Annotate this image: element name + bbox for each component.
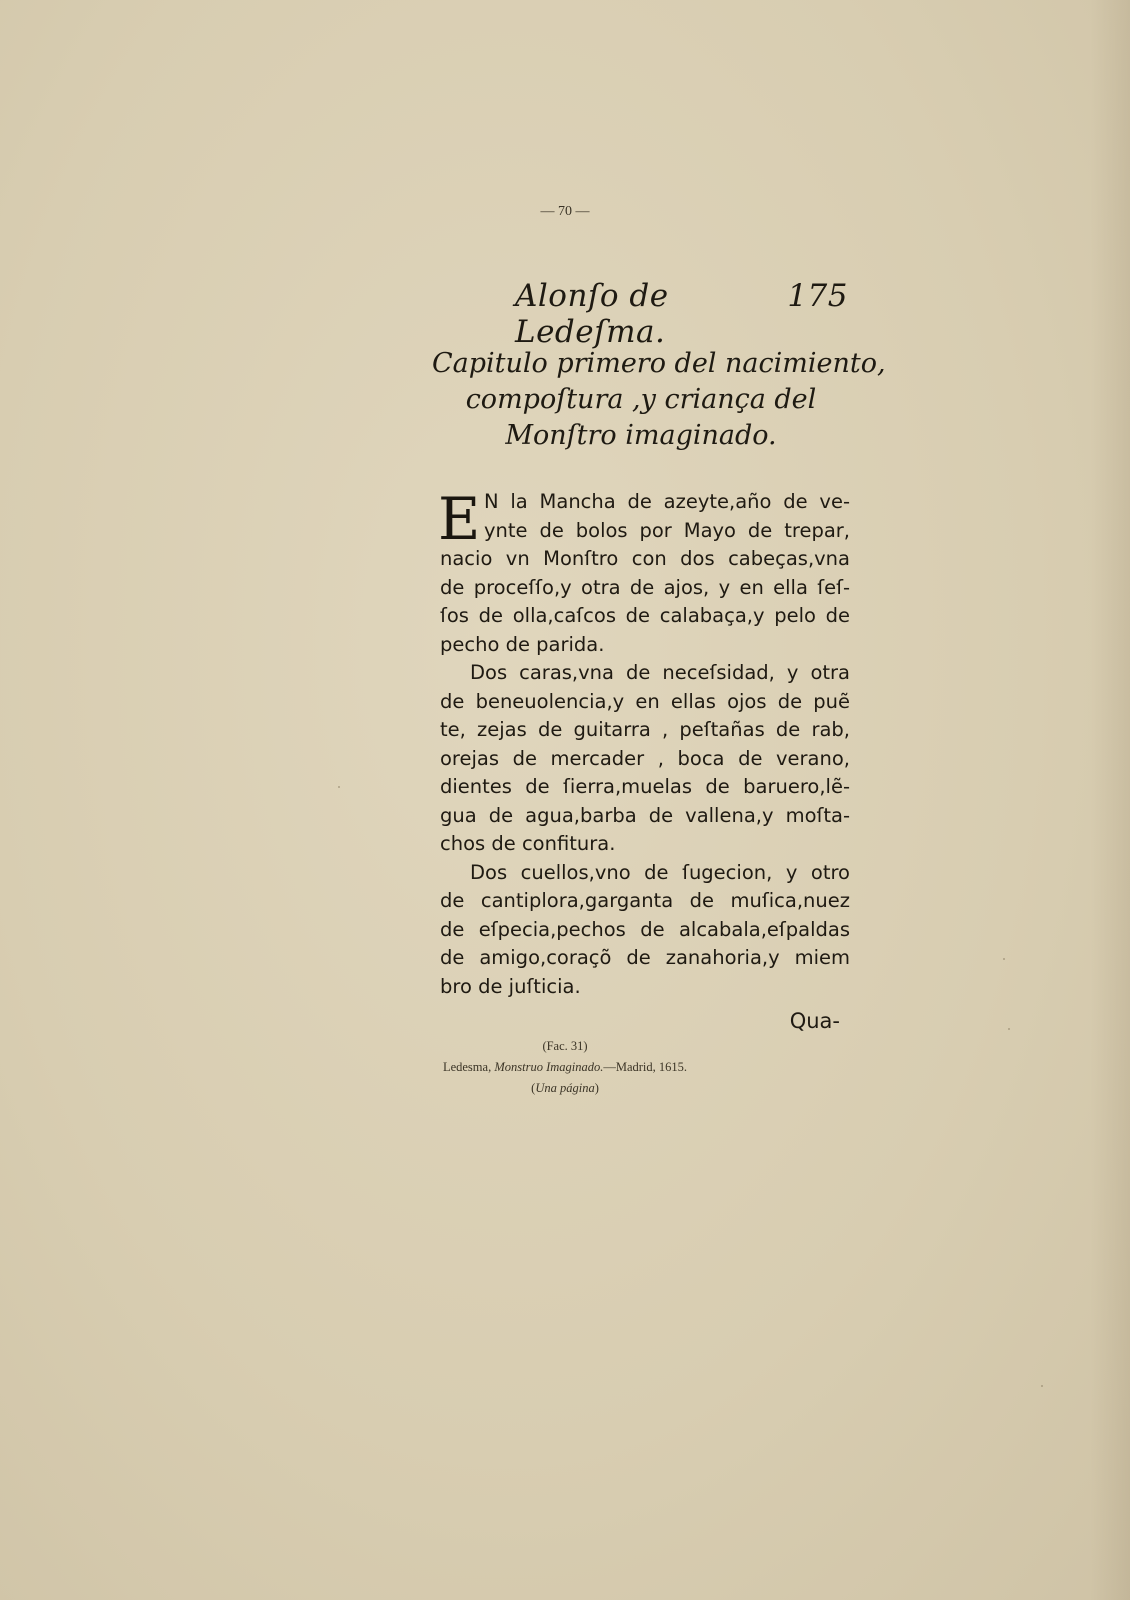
- facsimile-reproduction: [432, 278, 886, 1036]
- text-line: gua de agua,barba de vallena,y moſta-: [440, 803, 850, 827]
- text-line: de amigo,coraçõ de zanahoria,y miem: [440, 946, 850, 969]
- text-line: Dos caras,vna de neceſsidad, y otra: [470, 661, 850, 684]
- page-number: — 70 —: [540, 204, 590, 219]
- paper-fleck: [1003, 958, 1005, 960]
- facsimile-label: (Fac. 31): [542, 1039, 588, 1053]
- running-head-author: Alonſo de Ledeſma.: [515, 278, 669, 350]
- text-line: dientes de ſierra,muelas de baruero,lẽ-: [440, 775, 850, 798]
- paragraph-3: [440, 859, 850, 1002]
- paragraph-2: [440, 659, 850, 859]
- text-line: N la Mancha de azeyte,año de ve-: [484, 490, 850, 513]
- citation-work: Monstruo Imaginado.: [494, 1060, 604, 1074]
- text-line: pecho de parida.: [440, 632, 605, 656]
- running-head: [440, 278, 850, 350]
- caption-note: Una página: [535, 1081, 595, 1095]
- text-line: ynte de bolos por Mayo de trepar,: [484, 518, 850, 542]
- caption-note-line: (Una página): [531, 1081, 599, 1095]
- page-edge-shadow: [1090, 0, 1130, 1600]
- running-head-folio: 175: [787, 278, 848, 314]
- text-line: te, zejas de guitarra , peſtañas de rab,: [440, 718, 850, 741]
- paragraph-1: [438, 485, 850, 659]
- text-line: de beneuolencia,y en ellas ojos de puẽ: [440, 689, 850, 713]
- citation-line: [0, 1057, 1130, 1078]
- text-line: de cantiplora,garganta de muſica,nuez: [440, 889, 850, 912]
- text-line: de proceſſo,y otra de ajos, y en ella ſeſ-: [440, 575, 850, 599]
- text-line: chos de confitura.: [440, 832, 616, 855]
- text-line: nacio vn Monſtro con dos cabeças,vna: [440, 547, 850, 570]
- text-line: ſos de olla,caſcos de calabaça,y pelo de: [440, 604, 850, 627]
- chapter-title-line: Capitulo primero del nacimiento,: [432, 348, 886, 379]
- text-line: de eſpecia,pechos de alcabala,eſpaldas: [440, 917, 850, 941]
- catchword: Qua-: [789, 1009, 840, 1033]
- chapter-title-line: Monſtro imaginado.: [505, 420, 777, 451]
- paper-fleck: [1041, 1385, 1043, 1387]
- chapter-title-line: compoſtura ,y criança del: [465, 384, 817, 415]
- text-line: orejas de mercader , boca de verano,: [440, 746, 850, 770]
- citation-place-date: —Madrid, 1615.: [603, 1060, 688, 1074]
- paper-fleck: [1008, 1028, 1010, 1030]
- body-text: [438, 485, 850, 1036]
- chapter-title: [432, 346, 886, 454]
- figure-caption: [0, 1036, 1130, 1099]
- paper-fleck: [338, 786, 340, 788]
- drop-cap: E: [438, 485, 481, 553]
- text-line: Dos cuellos,vno de ſugecion, y otro: [470, 860, 850, 884]
- text-line: bro de juſticia.: [440, 974, 581, 998]
- citation-author: Ledesma,: [442, 1060, 492, 1074]
